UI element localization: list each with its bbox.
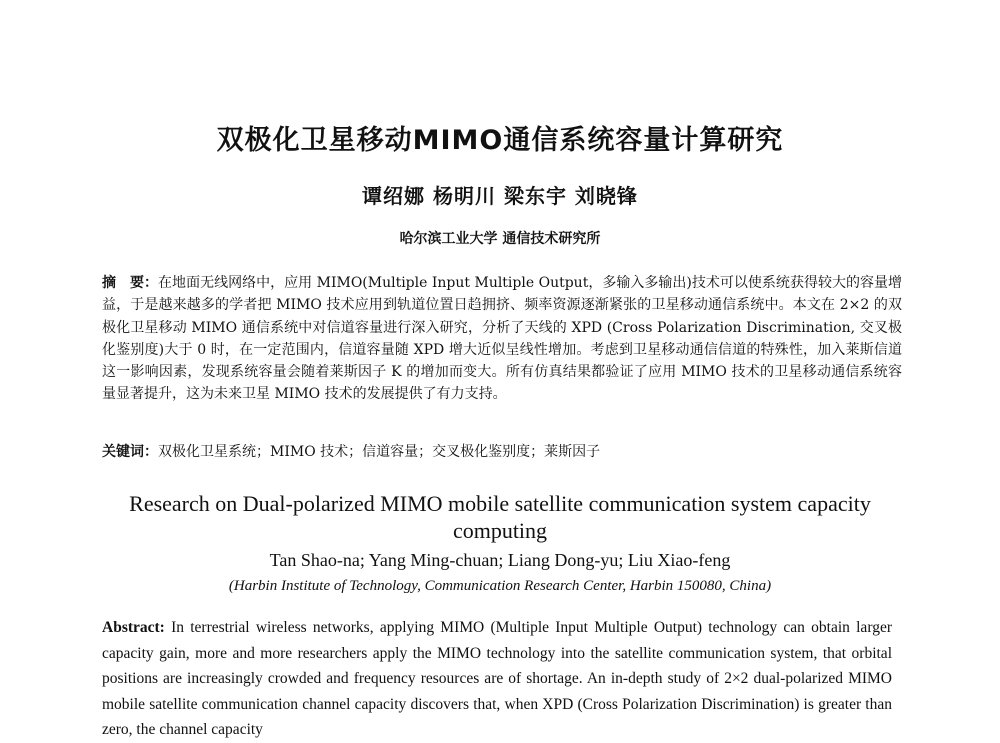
english-abstract-label: Abstract:: [102, 619, 165, 636]
english-abstract: [102, 615, 892, 743]
chinese-authors: 谭绍娜 杨明川 梁东宇 刘晓锋: [362, 184, 638, 208]
chinese-abstract-label: 摘 要：: [102, 275, 159, 291]
chinese-abstract-text: 在地面无线网络中，应用 MIMO(Multiple Input Multiple Output，多输入多输出)技术可以使系统获得较大的容量增益，于是越来越多的学者把 MIMO 技术应用到轨道位置日趋拥挤、频率资源逐渐紧张的卫星移动通信系统中。本文在 2×2 的双极化卫星移动 MIMO 通信系统中对信道容量进行深入研究，分析了天线的 XPD (Cross Polarization Discrimination, 交叉极化鉴别度)大于 0 时，在一定范围内，信道容量随 XPD 增大近似呈线性增加。考虑到卫星移动通信信道的特殊性，加入莱斯信道这一影响因素，发现系统容量会随着莱斯因子 K 的增加而变大。所有仿真结果都验证了应用 MIMO 技术的卫星移动通信系统容量显著提升，这为未来卫星 MIMO 技术的发展提供了有力支持。: [102, 275, 903, 403]
chinese-affiliation: 哈尔滨工业大学 通信技术研究所: [399, 231, 601, 247]
english-title: Research on Dual-polarized MIMO mobile satellite communication system capacity computing: [129, 491, 871, 543]
chinese-abstract: [102, 272, 902, 406]
chinese-keywords-label: 关键词：: [102, 444, 158, 460]
chinese-keywords: [102, 441, 902, 463]
english-affiliation: (Harbin Institute of Technology, Communication Research Center, Harbin 150080, China): [228, 578, 772, 594]
chinese-keywords-text: 双极化卫星系统；MIMO 技术；信道容量；交叉极化鉴别度；莱斯因子: [158, 444, 601, 460]
chinese-title: 双极化卫星移动MIMO通信系统容量计算研究: [216, 125, 784, 156]
english-abstract-text: In terrestrial wireless networks, applying MIMO (Multiple Input Multiple Output) technology can obtain larger capacity gain, more and more researchers apply the MIMO technology into the satellite communication system, that orbital positions are increasingly crowded and frequency resources are of shortage. An in-depth study of 2×2 dual-polarized MIMO mobile satellite communication channel capacity discovers that, when XPD (Cross Polarization Discrimination) is greater than zero, the channel capacity: [102, 619, 892, 739]
english-authors: Tan Shao-na; Yang Ming-chuan; Liang Dong-yu; Liu Xiao-feng: [269, 550, 731, 570]
